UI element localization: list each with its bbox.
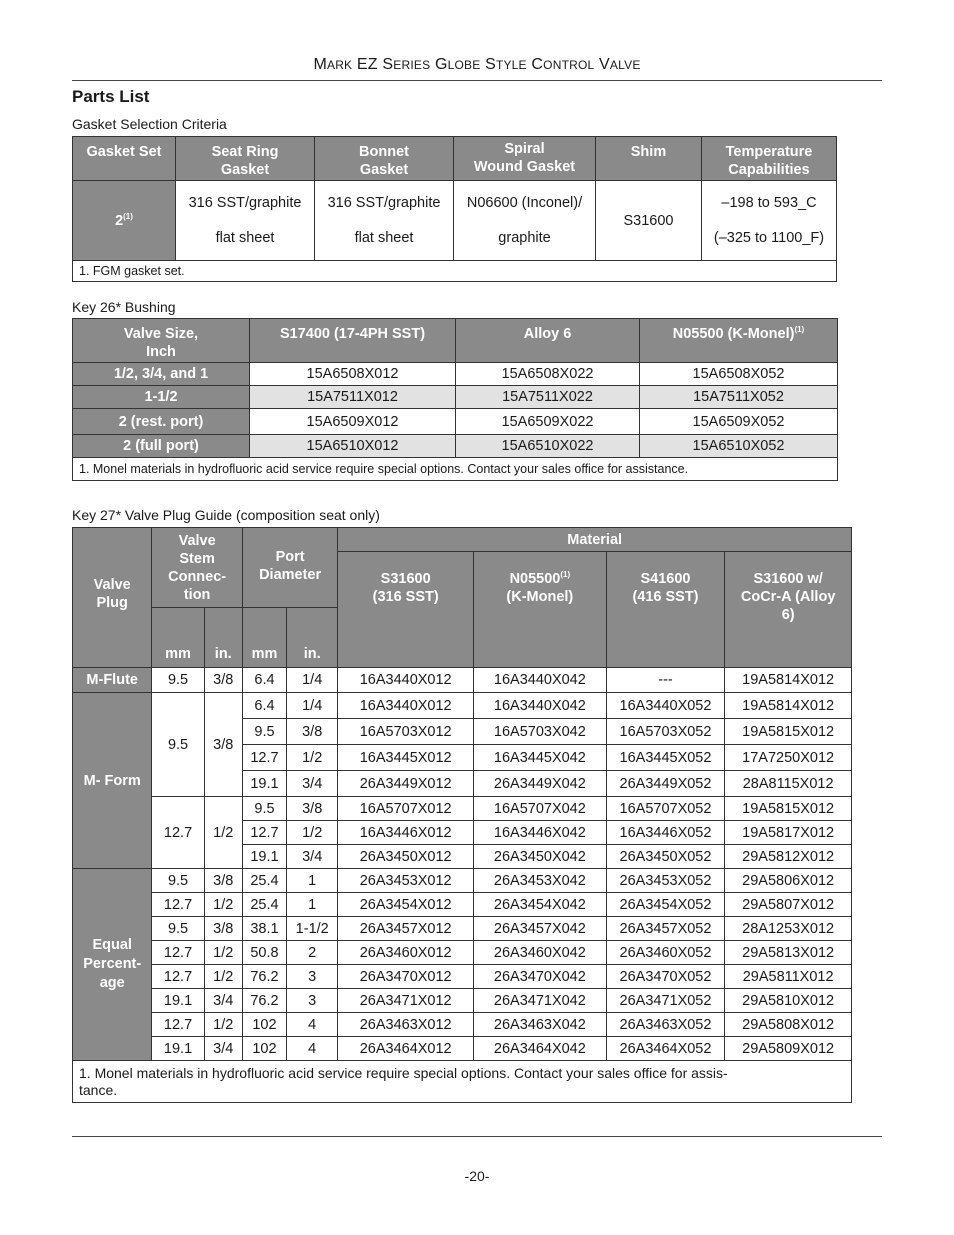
plug-guide-caption: Key 27* Valve Plug Guide (composition seat only) <box>72 507 380 523</box>
port-mm-cell: 19.1 <box>242 771 286 797</box>
running-head <box>72 56 882 74</box>
running-head-word: TYLE <box>495 58 527 72</box>
running-head-word: M <box>313 56 327 73</box>
part-cell: 26A3453X042 <box>474 869 607 893</box>
material-kmonel-text: (K-Monel) <box>506 589 574 605</box>
part-cell: 29A5806X012 <box>725 869 852 893</box>
bushing-footnote: 1. Monel materials in hydrofluoric acid service require special options. Contact your sales office for assistance. <box>73 458 838 481</box>
port-in-cell: 3/8 <box>287 719 338 745</box>
gasket-set-value: 2 <box>115 212 124 229</box>
port-mm-cell: 50.8 <box>242 941 286 965</box>
port-mm-cell: 102 <box>242 1037 286 1061</box>
bushing-size-cell: 2 (rest. port) <box>73 409 250 435</box>
part-cell: 16A3446X012 <box>338 821 474 845</box>
gasket-header-cell: Seat Ring Gasket <box>176 137 315 181</box>
port-mm-cell: 9.5 <box>242 797 286 821</box>
part-cell: 26A3471X052 <box>606 989 725 1013</box>
group-mform: M- Form <box>73 693 152 869</box>
part-cell: 26A3457X052 <box>606 917 725 941</box>
stem-mm-cell: 9.5 <box>152 917 204 941</box>
port-mm-cell: 6.4 <box>242 668 286 693</box>
part-cell: 26A3470X012 <box>338 965 474 989</box>
bushing-part-cell: 15A6508X022 <box>456 363 640 386</box>
seat-ring-line1: 316 SST/graphite <box>188 195 302 211</box>
footnote-ref: (1) <box>794 325 805 335</box>
gasket-header-cell: Temperature Capabilities <box>702 137 837 181</box>
plug-guide-footnote: 1. Monel materials in hydrofluoric acid service require special options. Contact your sales office for assis- tance. <box>73 1061 852 1103</box>
part-cell: 16A3440X012 <box>338 693 474 719</box>
port-mm-cell: 38.1 <box>242 917 286 941</box>
part-cell: 16A3446X042 <box>474 821 607 845</box>
gasket-header-cell: Gasket Set <box>73 137 176 181</box>
part-cell: 29A5807X012 <box>725 893 852 917</box>
port-in-cell: 3 <box>287 989 338 1013</box>
section-title: Parts List <box>72 87 150 106</box>
part-cell: 26A3471X042 <box>474 989 607 1013</box>
gasket-header-cell: Shim <box>596 137 702 181</box>
part-cell: 19A5815X012 <box>725 797 852 821</box>
port-mm-cell: 25.4 <box>242 893 286 917</box>
part-cell: 19A5815X012 <box>725 719 852 745</box>
gasket-caption: Gasket Selection Criteria <box>72 116 227 132</box>
port-mm-cell: 12.7 <box>242 745 286 771</box>
spiral-line2: graphite <box>498 230 551 246</box>
part-cell: 26A3449X012 <box>338 771 474 797</box>
part-cell: 26A3464X052 <box>606 1037 725 1061</box>
running-head-word: V <box>594 56 610 73</box>
part-cell: 26A3463X052 <box>606 1013 725 1037</box>
port-in-cell: 1 <box>287 869 338 893</box>
part-cell: 29A5809X012 <box>725 1037 852 1061</box>
part-cell: --- <box>606 668 725 693</box>
part-cell: 16A3440X042 <box>474 693 607 719</box>
part-cell: 26A3463X042 <box>474 1013 607 1037</box>
part-cell: 26A3460X012 <box>338 941 474 965</box>
stem-in-cell: 1/2 <box>204 1013 242 1037</box>
part-cell: 16A3440X042 <box>474 668 607 693</box>
stem-in-cell: 1/2 <box>204 797 242 869</box>
part-cell: 26A3454X012 <box>338 893 474 917</box>
bushing-part-cell: 15A7511X012 <box>250 386 456 409</box>
running-head-word: C <box>526 56 544 73</box>
bushing-part-cell: 15A6510X022 <box>456 435 640 458</box>
part-cell: 26A3470X052 <box>606 965 725 989</box>
spiral-line1: N06600 (Inconel)/ <box>466 195 583 211</box>
part-cell: 26A3460X052 <box>606 941 725 965</box>
port-in-cell: 1/4 <box>287 693 338 719</box>
part-cell: 26A3464X012 <box>338 1037 474 1061</box>
port-mm-cell: 9.5 <box>242 719 286 745</box>
part-cell: 16A5707X052 <box>606 797 725 821</box>
stem-in-cell: 1/2 <box>204 941 242 965</box>
bushing-part-cell: 15A7511X052 <box>640 386 838 409</box>
stem-mm-cell: 12.7 <box>152 1013 204 1037</box>
port-mm-cell: 6.4 <box>242 693 286 719</box>
stem-in-cell: 3/8 <box>204 668 242 693</box>
running-head-word: ERIES <box>393 58 431 72</box>
running-head-word: ARK <box>326 58 353 72</box>
part-cell: 29A5812X012 <box>725 845 852 869</box>
material-s31600-header: S31600 (316 SST) <box>338 552 474 668</box>
running-head-word: S <box>382 56 394 73</box>
stem-in-cell: 1/2 <box>204 965 242 989</box>
bonnet-cell <box>315 181 454 261</box>
part-cell: 16A3440X012 <box>338 668 474 693</box>
part-cell: 28A1253X012 <box>725 917 852 941</box>
port-in-cell: 3/4 <box>287 771 338 797</box>
port-in-cell: 3/8 <box>287 797 338 821</box>
port-in-cell: 2 <box>287 941 338 965</box>
running-head-word: ONTROL <box>543 58 595 72</box>
port-in-header: in. <box>287 608 338 668</box>
spiral-cell <box>454 181 596 261</box>
port-mm-cell: 19.1 <box>242 845 286 869</box>
header-rule <box>72 80 882 81</box>
part-cell: 26A3453X052 <box>606 869 725 893</box>
part-cell: 26A3457X012 <box>338 917 474 941</box>
stem-mm-cell: 19.1 <box>152 1037 204 1061</box>
page-number: -20- <box>464 1168 490 1184</box>
gasket-header-cell: Bonnet Gasket <box>315 137 454 181</box>
port-in-cell: 4 <box>287 1013 338 1037</box>
material-n05500-header <box>474 552 607 668</box>
group-mflute: M-Flute <box>73 668 152 693</box>
port-diameter-header: Port Diameter <box>242 528 337 608</box>
part-cell: 16A5703X052 <box>606 719 725 745</box>
valve-plug-header: Valve Plug <box>73 528 152 668</box>
port-mm-cell: 12.7 <box>242 821 286 845</box>
bushing-header-cell: S17400 (17-4PH SST) <box>250 319 456 363</box>
stem-mm-header: mm <box>152 608 204 668</box>
part-cell: 19A5817X012 <box>725 821 852 845</box>
part-cell: 26A3471X012 <box>338 989 474 1013</box>
gasket-header-cell: Spiral Wound Gasket <box>454 137 596 181</box>
part-cell: 16A5703X042 <box>474 719 607 745</box>
plug-guide-table <box>72 527 852 1103</box>
part-cell: 16A3440X052 <box>606 693 725 719</box>
material-alloy6-header: S31600 w/ CoCr-A (Alloy 6) <box>725 552 852 668</box>
part-cell: 26A3449X052 <box>606 771 725 797</box>
part-cell: 16A3445X042 <box>474 745 607 771</box>
port-in-cell: 1/2 <box>287 745 338 771</box>
bushing-header-cell: Valve Size, Inch <box>73 319 250 363</box>
stem-mm-cell: 12.7 <box>152 941 204 965</box>
stem-in-cell: 3/8 <box>204 869 242 893</box>
port-in-cell: 1-1/2 <box>287 917 338 941</box>
footnote-ref: (1) <box>123 211 133 221</box>
group-equal-percentage: Equal Percent- age <box>73 869 152 1061</box>
footnote-ref: (1) <box>560 570 571 580</box>
part-cell: 29A5808X012 <box>725 1013 852 1037</box>
bushing-part-cell: 15A6509X022 <box>456 409 640 435</box>
port-mm-cell: 25.4 <box>242 869 286 893</box>
bonnet-line2: flat sheet <box>354 230 414 246</box>
part-cell: 16A3445X012 <box>338 745 474 771</box>
footer-rule <box>72 1136 882 1137</box>
part-cell: 16A5707X042 <box>474 797 607 821</box>
bushing-size-cell: 1-1/2 <box>73 386 250 409</box>
stem-in-cell: 3/8 <box>204 917 242 941</box>
part-cell: 28A8115X012 <box>725 771 852 797</box>
shim-cell: S31600 <box>596 181 702 261</box>
port-mm-header: mm <box>242 608 286 668</box>
material-header: Material <box>338 528 852 552</box>
gasket-set-cell <box>73 181 176 261</box>
stem-in-cell: 3/4 <box>204 1037 242 1061</box>
part-cell: 26A3450X012 <box>338 845 474 869</box>
bushing-table <box>72 318 838 481</box>
part-cell: 26A3463X012 <box>338 1013 474 1037</box>
part-cell: 16A5703X012 <box>338 719 474 745</box>
part-cell: 16A3446X052 <box>606 821 725 845</box>
part-cell: 26A3450X042 <box>474 845 607 869</box>
running-head-word: EZ <box>352 56 383 73</box>
port-in-cell: 1/2 <box>287 821 338 845</box>
part-cell: 26A3460X042 <box>474 941 607 965</box>
stem-mm-cell: 9.5 <box>152 693 204 797</box>
gasket-footnote: 1. FGM gasket set. <box>73 261 837 282</box>
part-cell: 26A3454X052 <box>606 893 725 917</box>
part-cell: 29A5811X012 <box>725 965 852 989</box>
port-in-cell: 1 <box>287 893 338 917</box>
seat-ring-line2: flat sheet <box>215 230 275 246</box>
stem-in-cell: 1/2 <box>204 893 242 917</box>
seat-ring-cell <box>176 181 315 261</box>
port-in-cell: 3 <box>287 965 338 989</box>
bushing-header-text: N05500 (K-Monel) <box>672 326 795 342</box>
material-s41600-header: S41600 (416 SST) <box>606 552 725 668</box>
gasket-table <box>72 136 837 282</box>
bushing-size-cell: 2 (full port) <box>73 435 250 458</box>
port-in-cell: 1/4 <box>287 668 338 693</box>
stem-mm-cell: 12.7 <box>152 797 204 869</box>
stem-mm-cell: 12.7 <box>152 965 204 989</box>
stem-in-cell: 3/4 <box>204 989 242 1013</box>
part-cell: 26A3470X042 <box>474 965 607 989</box>
stem-in-cell: 3/8 <box>204 693 242 797</box>
running-head-word: LOBE <box>447 58 481 72</box>
part-cell: 29A5813X012 <box>725 941 852 965</box>
temperature-cell <box>702 181 837 261</box>
part-cell: 26A3454X042 <box>474 893 607 917</box>
port-mm-cell: 102 <box>242 1013 286 1037</box>
temperature-line1: –198 to 593_C <box>721 195 817 211</box>
part-cell: 26A3450X052 <box>606 845 725 869</box>
bushing-part-cell: 15A6508X012 <box>250 363 456 386</box>
bushing-header-cell: Alloy 6 <box>456 319 640 363</box>
bushing-part-cell: 15A6509X052 <box>640 409 838 435</box>
part-cell: 19A5814X012 <box>725 693 852 719</box>
bushing-part-cell: 15A6508X052 <box>640 363 838 386</box>
part-cell: 29A5810X012 <box>725 989 852 1013</box>
bushing-part-cell: 15A6509X012 <box>250 409 456 435</box>
port-mm-cell: 76.2 <box>242 965 286 989</box>
bushing-part-cell: 15A6510X012 <box>250 435 456 458</box>
stem-mm-cell: 19.1 <box>152 989 204 1013</box>
bushing-header-cell <box>640 319 838 363</box>
stem-in-header: in. <box>204 608 242 668</box>
bushing-caption: Key 26* Bushing <box>72 299 176 315</box>
running-head-word: G <box>430 56 448 73</box>
running-head-word: ALVE <box>609 58 641 72</box>
stem-mm-cell: 9.5 <box>152 668 204 693</box>
bonnet-line1: 316 SST/graphite <box>327 195 441 211</box>
material-n05500-text: N05500 <box>509 571 561 587</box>
stem-mm-cell: 12.7 <box>152 893 204 917</box>
bushing-part-cell: 15A6510X052 <box>640 435 838 458</box>
port-in-cell: 3/4 <box>287 845 338 869</box>
port-in-cell: 4 <box>287 1037 338 1061</box>
stem-mm-cell: 9.5 <box>152 869 204 893</box>
part-cell: 19A5814X012 <box>725 668 852 693</box>
part-cell: 16A5707X012 <box>338 797 474 821</box>
part-cell: 16A3445X052 <box>606 745 725 771</box>
part-cell: 17A7250X012 <box>725 745 852 771</box>
bushing-size-cell: 1/2, 3/4, and 1 <box>73 363 250 386</box>
temperature-line2: (–325 to 1100_F) <box>713 230 825 246</box>
part-cell: 26A3449X042 <box>474 771 607 797</box>
bushing-part-cell: 15A7511X022 <box>456 386 640 409</box>
part-cell: 26A3464X042 <box>474 1037 607 1061</box>
part-cell: 26A3453X012 <box>338 869 474 893</box>
running-head-word: S <box>480 56 496 73</box>
port-mm-cell: 76.2 <box>242 989 286 1013</box>
part-cell: 26A3457X042 <box>474 917 607 941</box>
stem-connection-header: Valve Stem Connec- tion <box>152 528 242 608</box>
